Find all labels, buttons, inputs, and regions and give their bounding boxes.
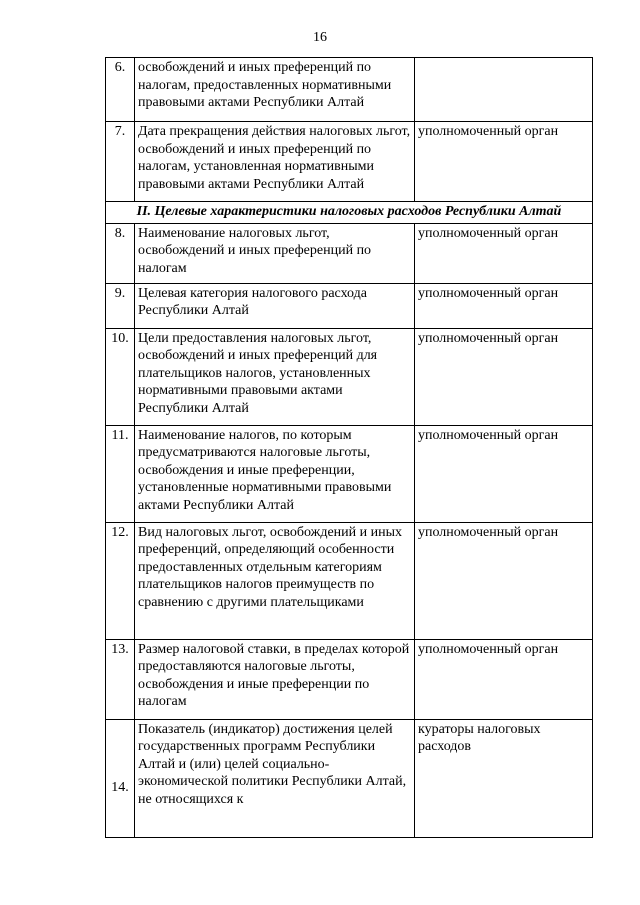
- table-row: [106, 122, 593, 202]
- row-description: Цели предоставления налоговых льгот, освобождений и иных преференций для плательщиков налогов, установленных нормативными правовыми актами Республики Алтай: [135, 328, 415, 425]
- row-number: 13.: [106, 639, 135, 719]
- row-number: 10.: [106, 328, 135, 425]
- table-row: [106, 522, 593, 639]
- row-description: Показатель (индикатор) достижения целей государственных программ Республики Алтай и (или) целей социально-экономической политики Республики Алтай, не относящихся к: [135, 719, 415, 837]
- row-source: уполномоченный орган: [415, 283, 593, 328]
- table-row: [106, 719, 593, 837]
- row-number: 6.: [106, 58, 135, 122]
- row-source: кураторы налоговых расходов: [415, 719, 593, 837]
- row-source: уполномоченный орган: [415, 425, 593, 522]
- table-row: [106, 223, 593, 283]
- row-number: 9.: [106, 283, 135, 328]
- section-header-row: [106, 202, 593, 224]
- row-number: 11.: [106, 425, 135, 522]
- row-description: Наименование налоговых льгот, освобождений и иных преференций по налогам: [135, 223, 415, 283]
- page-number: 16: [313, 30, 327, 45]
- row-number: 12.: [106, 522, 135, 639]
- row-source: уполномоченный орган: [415, 522, 593, 639]
- row-description: освобождений и иных преференций по налогам, предоставленных нормативными правовыми актами Республики Алтай: [135, 58, 415, 122]
- row-source: [415, 58, 593, 122]
- row-description: Наименование налогов, по которым предусматриваются налоговые льготы, освобождения и иные преференции, установленные нормативными правовыми актами Республики Алтай: [135, 425, 415, 522]
- tax-expenditure-table: [105, 57, 593, 838]
- row-number: 8.: [106, 223, 135, 283]
- row-source: уполномоченный орган: [415, 122, 593, 202]
- row-description: Целевая категория налогового расхода Республики Алтай: [135, 283, 415, 328]
- row-number: 14.: [106, 719, 135, 837]
- table-row: [106, 58, 593, 122]
- row-source: уполномоченный орган: [415, 639, 593, 719]
- row-description: Дата прекращения действия налоговых льгот, освобождений и иных преференций по налогам, установленная нормативными правовыми актами Республики Алтай: [135, 122, 415, 202]
- row-source: уполномоченный орган: [415, 223, 593, 283]
- row-description: Размер налоговой ставки, в пределах которой предоставляются налоговые льготы, освобождения и иные преференции по налогам: [135, 639, 415, 719]
- table-row: [106, 639, 593, 719]
- table-row: [106, 328, 593, 425]
- row-number: 7.: [106, 122, 135, 202]
- table-row: [106, 425, 593, 522]
- row-description: Вид налоговых льгот, освобождений и иных преференций, определяющий особенности предоставленных отдельным категориям плательщиков налогов преимуществ по сравнению с другими плательщиками: [135, 522, 415, 639]
- row-source: уполномоченный орган: [415, 328, 593, 425]
- table-row: [106, 283, 593, 328]
- section-title: II. Целевые характеристики налоговых расходов Республики Алтай: [106, 202, 593, 224]
